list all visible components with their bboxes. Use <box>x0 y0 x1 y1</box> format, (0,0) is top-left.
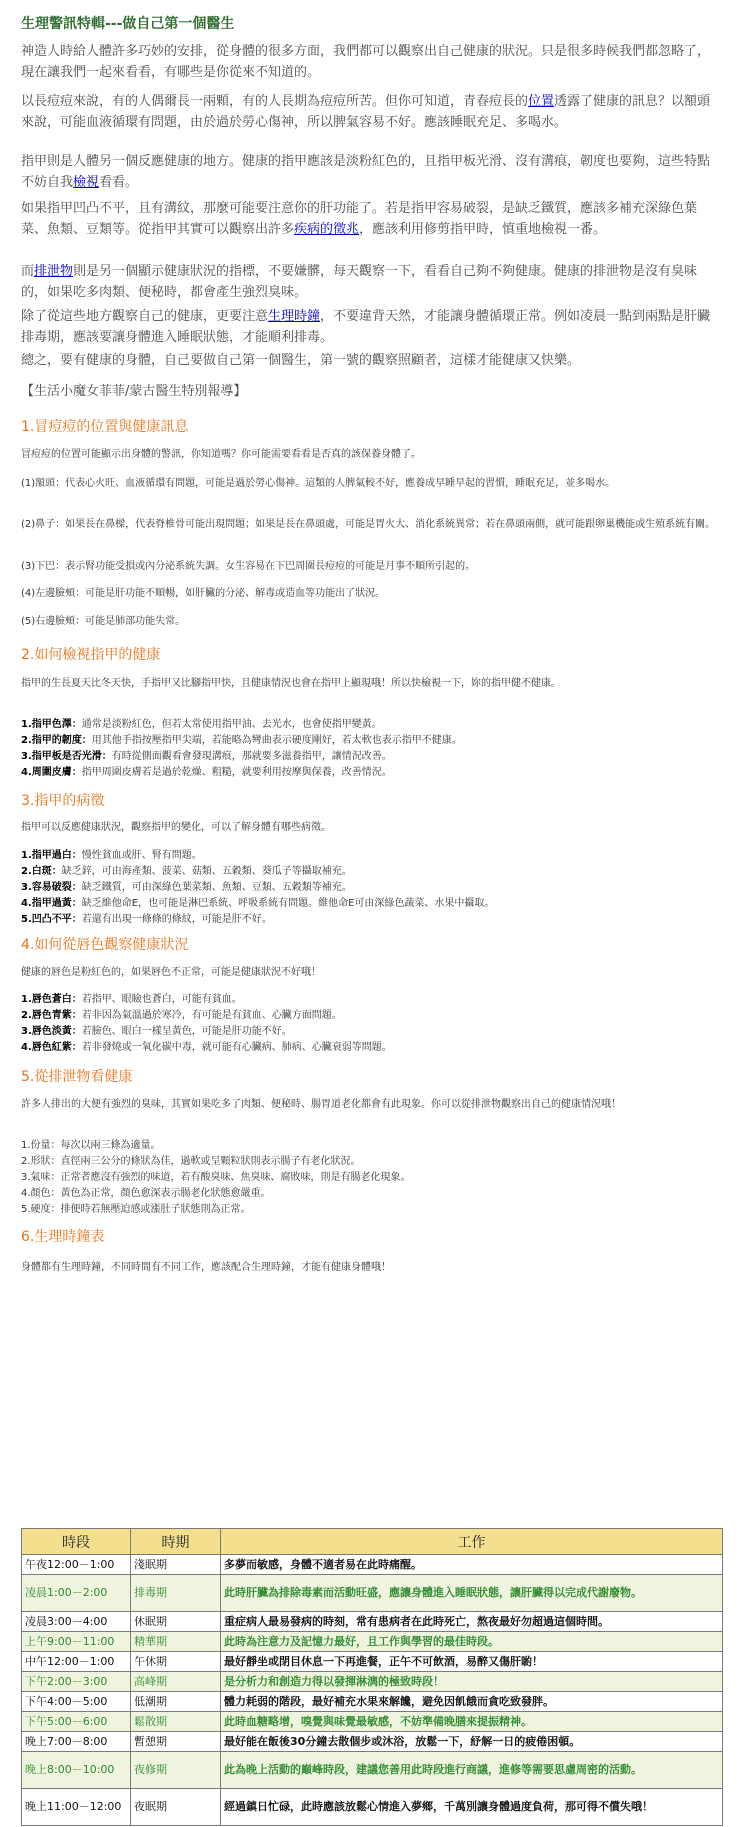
table-row <box>22 1555 723 1575</box>
row-work: 重症病人最易發病的時刻，常有患病者在此時死亡，熬夜最好勿超過這個時間。 <box>221 1612 723 1632</box>
p5-text-a: 而 <box>21 264 35 279</box>
table-row <box>22 1692 723 1712</box>
position-link[interactable]: 位置 <box>528 94 555 109</box>
excrement-item: 2.形狀：直徑兩三公分的條狀為佳，過軟或呈顆粒狀則表示腸子有老化狀況。 <box>21 1156 361 1167</box>
table-row <box>22 1752 723 1789</box>
section-1-item-1: (1)額頭：代表心火旺、血液循環有問題，可能是過於勞心傷神。這類的人脾氣較不好，應養成早睡早起的習慣，睡眠充足，並多喝水。 <box>21 478 616 489</box>
section-3-heading: 3.指甲的病徵 <box>21 793 105 809</box>
row-period: 夜修期 <box>131 1752 221 1789</box>
p2-text-b: 透露了健康的訊息？以額頭來說，可能血液循環有問題，由於過於勞心傷神，所以脾氣容易不好。應該睡眠充足、多喝水。 <box>21 94 711 130</box>
excrement-item: 3.氣味：正常者應沒有強烈的味道，若有酸臭味、焦臭味、腐敗味，則是有腸老化現象。 <box>21 1172 411 1183</box>
table-row <box>22 1789 723 1826</box>
row-period: 高峰期 <box>131 1672 221 1692</box>
p6-text-b: ，不要違背天然，才能讓身體循環正常。例如凌晨一點到兩點是肝臟排毒期，應該要讓身體進入睡眠狀態，才能順利排毒。 <box>21 309 711 345</box>
section-1-item-2: (2)鼻子：如果長在鼻樑，代表脊椎骨可能出現問題；如果是長在鼻頭處，可能是胃火大、消化系統異常；若在鼻頭兩側，就可能跟卵巢機能或生殖系統有關。 <box>21 519 716 530</box>
row-time: 下午4:00－5:00 <box>22 1692 131 1712</box>
bio-clock-table <box>21 1528 723 1826</box>
table-row <box>22 1612 723 1632</box>
table-row <box>22 1632 723 1652</box>
nail-sign-item: 3.容易破裂：缺乏鐵質，可由深綠色葉菜類、魚類、豆類、五穀類等補充。 <box>21 882 352 893</box>
section-1-item-5: (5)右邊臉頰：可能是肺部功能失常。 <box>21 616 186 627</box>
row-time: 中午12:00－1:00 <box>22 1652 131 1672</box>
row-period: 午休期 <box>131 1652 221 1672</box>
row-work: 是分析力和創造力得以發揮淋漓的極致時段！ <box>221 1672 723 1692</box>
nail-sign-item: 1.指甲過白：慢性貧血或肝、腎有問題。 <box>21 850 202 861</box>
nail-check-item: 3.指甲板是否光滑：有時從側面觀看會發現溝痕，那就要多滋養指甲，讓情況改善。 <box>21 751 392 762</box>
nail-check-item: 4.周圍皮膚：指甲周圍皮膚若是過於乾燥、粗糙，就要利用按摩與保養，改善情況。 <box>21 767 392 778</box>
header-time: 時段 <box>22 1529 131 1555</box>
intro-paragraph-7: 總之，要有健康的身體，自己要做自己第一個醫生，第一號的觀察照顧者，這樣才能健康又快樂。 <box>21 353 581 368</box>
section-3-intro: 指甲可以反應健康狀況，觀察指甲的變化，可以了解身體有哪些病徵。 <box>21 822 331 833</box>
row-period: 淺眠期 <box>131 1555 221 1575</box>
byline: 【生活小魔女菲菲/蒙古醫生特別報導】 <box>21 384 247 399</box>
section-2-heading: 2.如何檢視指甲的健康 <box>21 647 161 663</box>
section-1-heading: 1.冒痘痘的位置與健康訊息 <box>21 419 189 435</box>
p3-text-a: 指甲則是人體另一個反應健康的地方。健康的指甲應該是淡粉紅色的，且指甲板光滑、沒有溝痕，韌度也要夠，這些特點不妨自我 <box>21 154 711 190</box>
lip-color-item: 1.唇色蒼白：若指甲、眼瞼也蒼白，可能有貧血。 <box>21 994 242 1005</box>
p6-text-a: 除了從這些地方觀察自己的健康，更要注意 <box>21 309 269 324</box>
section-5-intro: 許多人排出的大便有強烈的臭味，其實如果吃多了肉類、便秘時、腸胃道老化都會有此現象。你可以從排泄物觀察出自己的健康情況哦！ <box>21 1099 621 1110</box>
row-work: 此時血糖略增，嗅覺與味覺最敏感，不妨準備晚膳來提振精神。 <box>221 1712 723 1732</box>
row-time: 晚上8:00－10:00 <box>22 1752 131 1789</box>
section-4-list <box>21 992 721 1056</box>
lip-color-item: 3.唇色淡黃：若臉色、眼白一樣呈黃色，可能是肝功能不好。 <box>21 1026 292 1037</box>
row-period: 鬆散期 <box>131 1712 221 1732</box>
nail-check-item: 1.指甲色澤：通常是淡粉紅色，但若太常使用指甲油、去光水，也會使指甲變黃。 <box>21 719 382 730</box>
header-work: 工作 <box>221 1529 723 1555</box>
bio-clock-link[interactable]: 生理時鐘 <box>268 309 321 324</box>
intro-paragraph-5 <box>21 261 721 303</box>
section-4-intro: 健康的唇色是粉紅色的，如果唇色不正常，可能是健康狀況不好哦！ <box>21 967 321 978</box>
section-1-item-4: (4)左邊臉頰：可能是肝功能不順暢，如肝臟的分泌、解毒或造血等功能出了狀況。 <box>21 588 386 599</box>
section-3-list <box>21 848 721 928</box>
intro-paragraph-6 <box>21 306 721 348</box>
lip-color-item: 2.唇色青紫：若非因為氣溫過於寒冷，有可能是有貧血、心臟方面問題。 <box>21 1010 342 1021</box>
nail-check-item: 2.指甲的韌度：用其他手指按壓指甲尖端，若能略為彎曲表示硬度剛好，若太軟也表示指甲不健康。 <box>21 735 462 746</box>
header-period: 時期 <box>131 1529 221 1555</box>
row-work: 經過鎮日忙碌，此時應該放鬆心情進入夢鄉，千萬別讓身體過度負荷，那可得不償失哦！ <box>221 1789 723 1826</box>
row-period: 排毒期 <box>131 1575 221 1612</box>
row-period: 夜眠期 <box>131 1789 221 1826</box>
nail-sign-item: 5.凹凸不平：若還有出現一條條的條紋，可能是肝不好。 <box>21 914 272 925</box>
intro-paragraph-4 <box>21 198 721 240</box>
section-1-item-3: (3)下巴：表示腎功能受損或內分泌系統失調。女生容易在下巴周圍長痘痘的可能是月事不順所引起的。 <box>21 561 476 572</box>
section-1-intro: 冒痘痘的位置可能顯示出身體的警訊，你知道嗎？你可能需要看看是否真的該保養身體了。 <box>21 449 421 460</box>
intro-paragraph-2 <box>21 91 721 133</box>
p3-text-b: 看看。 <box>99 175 139 190</box>
row-work: 最好靜坐或閉目休息一下再進餐，正午不可飲酒，易醉又傷肝喲！ <box>221 1652 723 1672</box>
row-time: 凌晨1:00－2:00 <box>22 1575 131 1612</box>
table-row <box>22 1575 723 1612</box>
table-row <box>22 1672 723 1692</box>
section-2-intro: 指甲的生長夏天比冬天快，手指甲又比腳指甲快，且健康情況也會在指甲上顯現哦！所以快檢視一下，妳的指甲健不健康。 <box>21 678 561 689</box>
section-6-heading: 6.生理時鐘表 <box>21 1229 105 1245</box>
row-time: 下午5:00－6:00 <box>22 1712 131 1732</box>
section-5-list <box>21 1138 721 1218</box>
section-4-heading: 4.如何從唇色觀察健康狀況 <box>21 937 189 953</box>
excrement-item: 5.硬度：排便時若無壓迫感或漲肚子狀態則為正常。 <box>21 1204 251 1215</box>
p2-text-a: 以長痘痘來說，有的人偶爾長一兩顆，有的人長期為痘痘所苦。但你可知道，青春痘長的 <box>21 94 529 109</box>
excrement-link[interactable]: 排泄物 <box>34 264 74 279</box>
p5-text-b: 則是另一個顯示健康狀況的指標，不要嫌髒，每天觀察一下，看看自己夠不夠健康。健康的排泄物是沒有臭味的，如果吃多肉類、便秘時，都會產生強烈臭味。 <box>21 264 698 300</box>
excrement-item: 4.顏色：黃色為正常，顏色愈深表示腸老化狀態愈嚴重。 <box>21 1188 271 1199</box>
row-period: 休眠期 <box>131 1612 221 1632</box>
row-work: 體力耗弱的階段，最好補充水果來解饞，避免因飢餓而貪吃致發胖。 <box>221 1692 723 1712</box>
table-row <box>22 1652 723 1672</box>
row-work: 此時為注意力及記憶力最好，且工作與學習的最佳時段。 <box>221 1632 723 1652</box>
table-header-row <box>22 1529 723 1555</box>
p4-text-a: 如果指甲凹凸不平，且有溝紋，那麼可能要注意你的肝功能了。若是指甲容易破裂，是缺乏鐵質，應該多補充深綠色葉菜、魚類、豆類等。從指甲其實可以觀察出許多 <box>21 201 698 237</box>
page-title: 生理警訊特輯---做自己第一個醫生 <box>21 16 235 32</box>
row-work: 此為晚上活動的巔峰時段，建議您善用此時段進行商議，進修等需要思慮周密的活動。 <box>221 1752 723 1789</box>
inspect-link[interactable]: 檢視 <box>73 175 100 190</box>
row-time: 午夜12:00－1:00 <box>22 1555 131 1575</box>
row-time: 晚上11:00－12:00 <box>22 1789 131 1826</box>
table-row <box>22 1712 723 1732</box>
table-row <box>22 1732 723 1752</box>
p4-text-b: ，應該利用修剪指甲時，慎重地檢視一番。 <box>359 222 607 237</box>
row-period: 精華期 <box>131 1632 221 1652</box>
row-work: 多夢而敏感，身體不適者易在此時痛醒。 <box>221 1555 723 1575</box>
lip-color-item: 4.唇色紅紫：若非發燒或一氧化碳中毒，就可能有心臟病、肺病、心臟衰弱等問題。 <box>21 1042 392 1053</box>
section-6-intro: 身體都有生理時鐘，不同時間有不同工作，應該配合生理時鐘，才能有健康身體哦！ <box>21 1262 391 1273</box>
section-5-heading: 5.從排泄物看健康 <box>21 1069 133 1085</box>
row-time: 晚上7:00－8:00 <box>22 1732 131 1752</box>
row-period: 暫憩期 <box>131 1732 221 1752</box>
nail-sign-item: 4.指甲過黃：缺乏維他命E，也可能是淋巴系統、呼吸系統有問題。維他命E可由深綠色蔬菜、水果中攝取。 <box>21 898 495 909</box>
row-time: 上午9:00－11:00 <box>22 1632 131 1652</box>
intro-paragraph-3 <box>21 151 721 193</box>
intro-paragraph-1: 神造人時給人體許多巧妙的安排，從身體的很多方面，我們都可以觀察出自己健康的狀況。只是很多時候我們都忽略了，現在讓我們一起來看看，有哪些是你從來不知道的。 <box>21 44 711 80</box>
section-2-list <box>21 717 721 781</box>
row-work: 此時肝臟為排除毒素而活動旺盛，應讓身體進入睡眠狀態，讓肝臟得以完成代謝廢物。 <box>221 1575 723 1612</box>
disease-signs-link[interactable]: 疾病的徵兆 <box>294 222 360 237</box>
row-work: 最好能在飯後30分鐘去散個步或沐浴，放鬆一下，紓解一日的疲倦困頓。 <box>221 1732 723 1752</box>
nail-sign-item: 2.白斑：缺乏鋅，可由海產類、菠菜、菇類、五穀類、葵瓜子等攝取補充。 <box>21 866 352 877</box>
excrement-item: 1.份量：每次以兩三條為適量。 <box>21 1140 161 1151</box>
row-period: 低潮期 <box>131 1692 221 1712</box>
row-time: 凌晨3:00－4:00 <box>22 1612 131 1632</box>
row-time: 下午2:00－3:00 <box>22 1672 131 1692</box>
